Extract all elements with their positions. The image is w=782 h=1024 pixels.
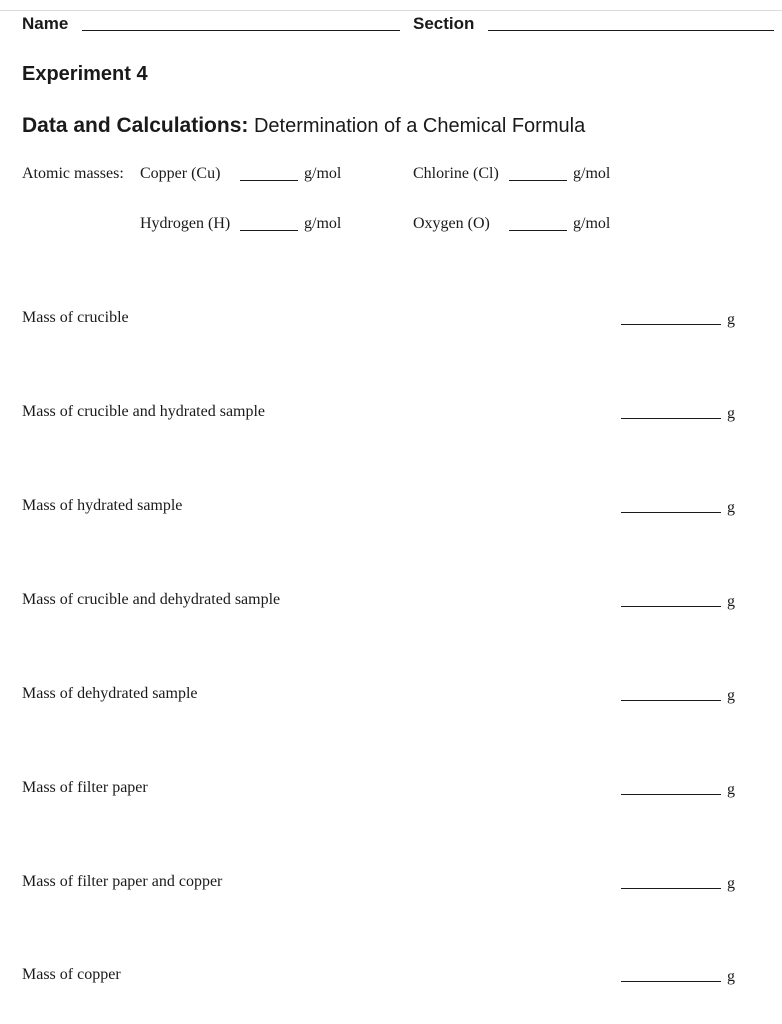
chlorine-unit: g/mol <box>573 165 611 182</box>
measurement-field[interactable] <box>621 794 721 795</box>
measurement-unit: g <box>727 593 735 610</box>
copper-unit: g/mol <box>304 165 342 182</box>
measurement-field[interactable] <box>621 324 721 325</box>
title-bold: Data and Calculations: <box>22 114 249 137</box>
measurement-unit: g <box>727 687 735 704</box>
measurement-unit: g <box>727 875 735 892</box>
chlorine-label: Chlorine (Cl) <box>413 165 499 182</box>
measurement-unit: g <box>727 499 735 516</box>
section-label: Section <box>413 14 475 33</box>
measurement-unit: g <box>727 781 735 798</box>
measurement-label: Mass of filter paper <box>22 779 148 796</box>
chlorine-mass-field[interactable] <box>509 180 567 181</box>
measurement-unit: g <box>727 311 735 328</box>
measurement-label: Mass of crucible and dehydrated sample <box>22 591 281 608</box>
measurement-unit: g <box>727 405 735 422</box>
hydrogen-label: Hydrogen (H) <box>140 215 231 232</box>
measurement-unit: g <box>727 968 735 985</box>
page-title <box>22 114 585 138</box>
title-regular: Determination of a Chemical Formula <box>248 115 586 137</box>
measurement-field[interactable] <box>621 418 721 419</box>
measurement-label: Mass of copper <box>22 966 121 983</box>
measurement-label: Mass of crucible <box>22 309 129 326</box>
page-top-border <box>0 10 782 11</box>
measurement-field[interactable] <box>621 606 721 607</box>
hydrogen-unit: g/mol <box>304 215 342 232</box>
measurement-label: Mass of hydrated sample <box>22 497 183 514</box>
name-label: Name <box>22 14 69 33</box>
measurement-label: Mass of dehydrated sample <box>22 685 198 702</box>
oxygen-label: Oxygen (O) <box>413 215 490 232</box>
measurement-label: Mass of filter paper and copper <box>22 873 223 890</box>
hydrogen-mass-field[interactable] <box>240 230 298 231</box>
oxygen-mass-field[interactable] <box>509 230 567 231</box>
atomic-masses-label: Atomic masses: <box>22 165 124 182</box>
measurement-field[interactable] <box>621 700 721 701</box>
copper-label: Copper (Cu) <box>140 165 221 182</box>
measurement-field[interactable] <box>621 981 721 982</box>
measurement-field[interactable] <box>621 888 721 889</box>
measurement-label: Mass of crucible and hydrated sample <box>22 403 266 420</box>
measurement-field[interactable] <box>621 512 721 513</box>
copper-mass-field[interactable] <box>240 180 298 181</box>
experiment-heading: Experiment 4 <box>22 63 148 85</box>
section-field[interactable] <box>488 30 774 31</box>
name-field[interactable] <box>82 30 400 31</box>
oxygen-unit: g/mol <box>573 215 611 232</box>
